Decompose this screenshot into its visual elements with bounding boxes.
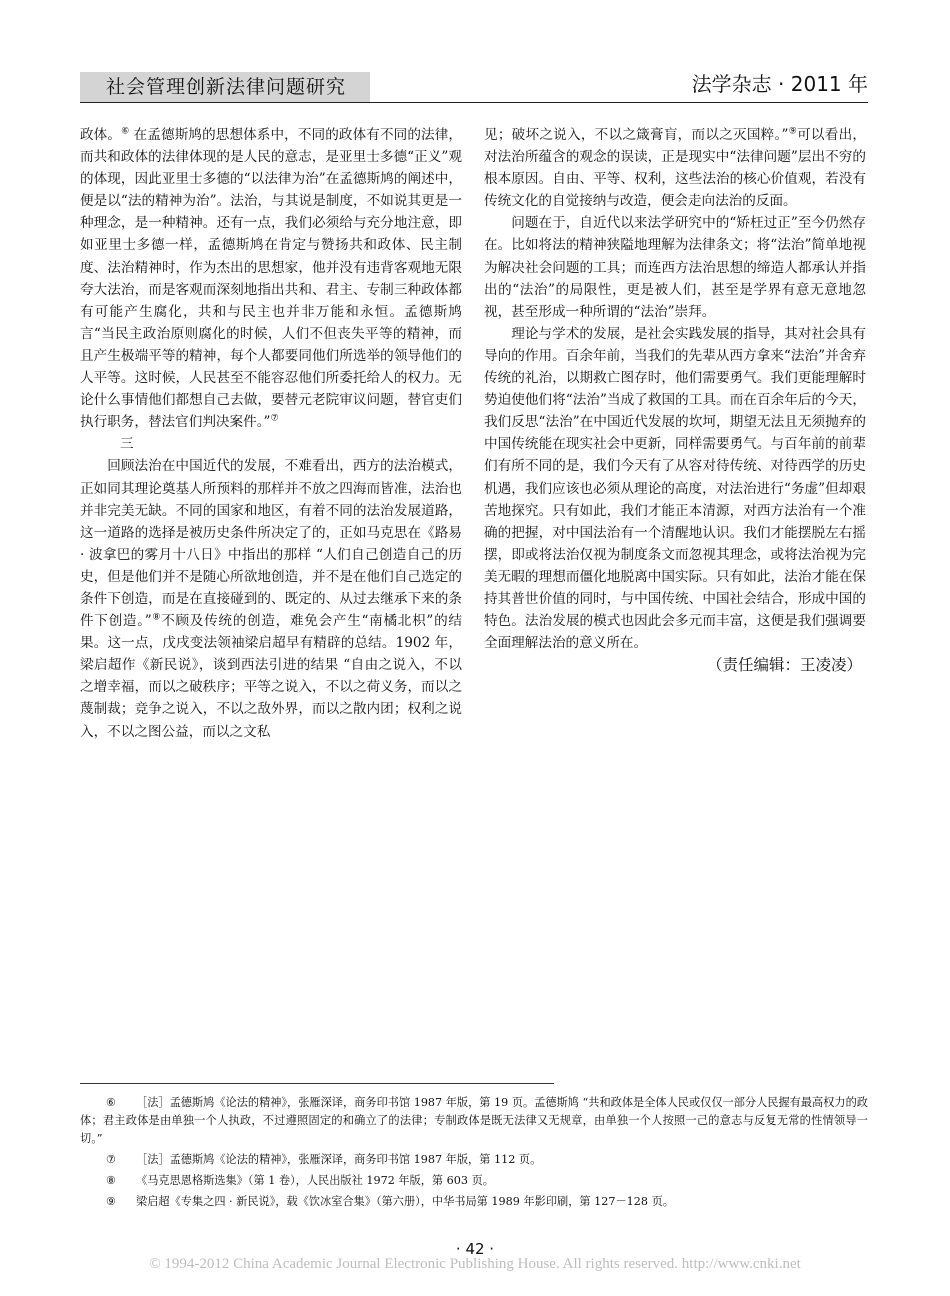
footnote-mark: ⑨ [106,1195,117,1208]
journal-name-year: 法学杂志 · 2011 年 [691,72,868,96]
paragraph-problem: 问题在于，自近代以来法学研究中的“矫枉过正”至今仍然存在。比如将法的精神狭隘地理解为法律条文；将“法治”简单地视为解决社会问题的工具；而连西方法治思想的缔造人都承认并指出的“法治”的局限性，更是被人们，甚至是学界有意无意地忽视，甚至形成一种所谓的“法治”崇拜。 [484,215,866,320]
footnote-ref-6[interactable]: ⑥ [121,126,130,137]
paragraph-theory: 理论与学术的发展，是社会实践发展的指导，其对社会具有导向的作用。百余年前，当我们的先辈从西方拿来“法治”并舍弃传统的礼治，以期救亡图存时，他们需要勇气。我们更能理解时势迫使他们将“法治”当成了救国的工具。而在百余年后的今天，我们反思“法治”在中国近代发展的坎坷，期望无法且无须抛弃的中国传统能在现实社会中更新，同样需要勇气。与百年前的前辈们有所不同的是，我们今天有了从容对待传统、对待西学的历史机遇，我们应该也必须从理论的高度，对法治进行“务虚”但却艰苦地探究。只有如此，我们才能正本清源，对西方法治有一个准确的把握，对中国法治有一个清醒地认识。我们才能摆脱左右摇摆，即或将法治仅视为制度条文而忽视其理念，或将法治视为完美无暇的理想而僵化地脱离中国实际。只有如此，法治才能在保持其普世价值的同时，与中国传统、中国社会结合，形成中国的特色。法治发展的模式也因此会多元而丰富，这便是我们强调要全面理解法治的意义所在。 [484,325,866,652]
paragraph-montesquieu: 政体。⑥ 在孟德斯鸠的思想体系中，不同的政体有不同的法律，而共和政体的法律体现的是人民的意志，是亚里士多德“正义”观的体现，因此亚里士多德的“以法律为治”在孟德斯鸠的阐述中，便是以“法的精神为治”。法治，与其说是制度，不如说其更是一种理念，是一种精神。还有一点，我们必须给与充分地注意，即如亚里士多德一样，孟德斯鸠在肯定与赞扬共和政体、民主制度、法治精神时，作为杰出的思想家，他并没有违背客观地无限夸大法治，而是客观而深刻地指出共和、君主、专制三种政体都有可能产生腐化，共和与民主也并非万能和永恒。孟德斯鸠言“当民主政治原则腐化的时候，人们不但丧失平等的精神，而且产生极端平等的精神，每个人都要同他们所选举的领导他们的人平等。这时候，人民甚至不能容忍他们所委托给人的权力。无论什么事情他们都想自己去做，要替元老院审议问题，替官吏们执行职务，替法官们判决案件。”⑦ [80,126,463,431]
copyright-watermark: © 1994-2012 China Academic Journal Electronic Publishing House. All rights reserved. http://www.cnki.net [149,1256,801,1272]
footnote-rule [80,1083,554,1084]
footnote-ref-7[interactable]: ⑦ [270,413,279,424]
footnote-7: ⑦ ［法］孟德斯鸠《论法的精神》，张雁深译，商务印书馆 1987 年版，第 112 页。 [80,1151,868,1169]
footnote-ref-8[interactable]: ⑧ [151,612,162,623]
paragraph-review: 回顾法治在中国近代的发展，不难看出，西方的法治模式，正如同其理论奠基人所预料的那样并不放之四海而皆准，法治也并非完美无缺。不同的国家和地区，有着不同的法治发展道路，这一道路的选择是被历史条件所决定了的，正如马克思在《路易 · 波拿巴的雾月十八日》中指出的那样 “人们自己创造自己的历史，但是他们并不是随心所欲地创造，并不是在他们自己选定的条件下创造，而是在直接碰到的、既定的、从过去继承下来的条件下创造。”⑧不顾及传统的创造，难免会产生“南橘北枳”的结果。这一点，戊戌变法领袖梁启超早有精辟的总结。1902 年，梁启超作《新民说》，谈到西法引进的结果 “自由之说入，不以之增幸福，而以之破秩序；平等之说入，不以之荷义务，而以之蔑制裁；竞争之说入，不以之敌外界，而以之散内团；权利之说入，不以之图公益，而以之文私 [80,458,462,740]
footnote-mark: ⑥ [106,1096,117,1109]
footnote-6: ⑥ ［法］孟德斯鸠《论法的精神》，张雁深译，商务印书馆 1987 年版，第 19 页。孟德斯鸠 “共和政体是全体人民或仅仅一部分人民握有最高权力的政体；君主政体是由单独一个人执政，不过遵照固定的和确立了的法律；专制政体是既无法律又无规章，由单独一个人按照一己的意志与反复无常的性情领导一切。” [80,1096,868,1145]
section-heading: 三 [120,436,134,453]
page-number: · 42 · [455,1240,495,1258]
header-rule [80,102,868,103]
footnote-mark: ⑧ [106,1174,117,1187]
footnote-8: ⑧ 《马克思恩格斯选集》（第 1 卷），人民出版社 1972 年版，第 603 页。 [80,1172,868,1190]
paragraph-liang-quote: 见；破坏之说入，不以之箴膏肓，而以之灭国粹。”⑨可以看出，对法治所蕴含的观念的误读，正是现实中“法律问题”层出不穷的根本原因。自由、平等、权利，这些法治的核心价值观，若没有传统文化的自觉接纳与改造，便会走向法治的反面。 [484,126,867,210]
footnote-ref-9[interactable]: ⑨ [788,126,798,137]
footnotes [80,1094,868,1214]
footnote-mark: ⑦ [106,1153,117,1166]
footnote-9: ⑨ 梁启超《专集之四 · 新民说》，载《饮冰室合集》（第六册），中华书局第 1989 年影印刷，第 127－128 页。 [80,1193,868,1211]
right-column [484,124,866,676]
editor-note: （责任编辑：王凌凌） [706,656,862,675]
running-header-title: 社会管理创新法律问题研究 [106,76,347,98]
left-column [80,124,462,743]
